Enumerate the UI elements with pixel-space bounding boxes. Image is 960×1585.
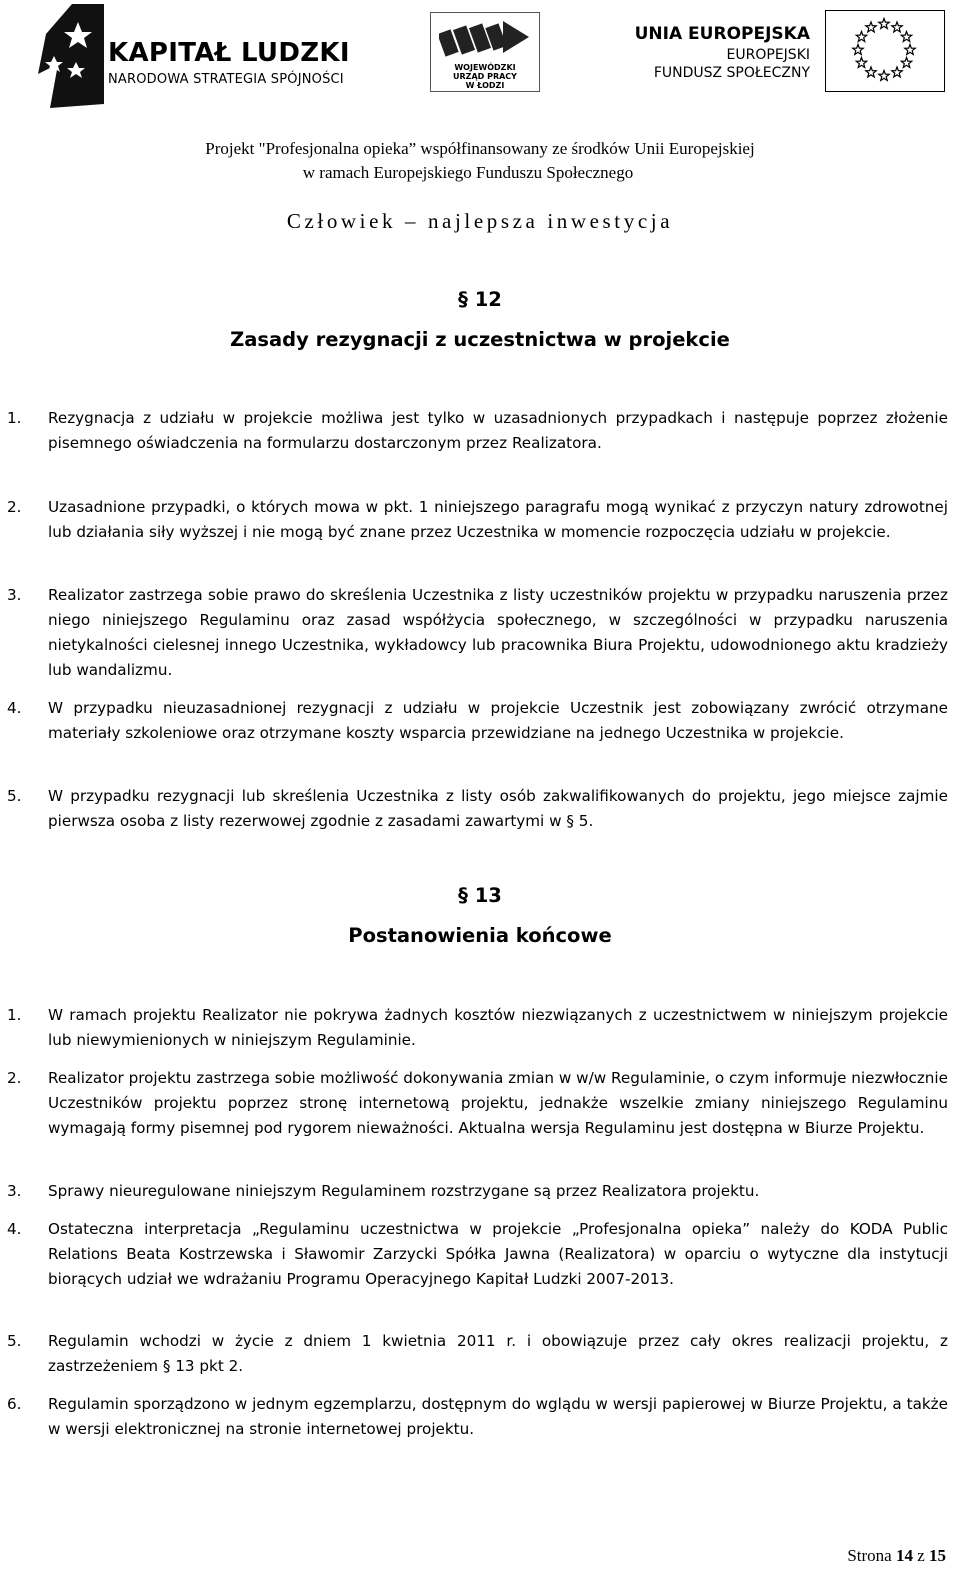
eu-star-icon	[866, 67, 876, 77]
section-12-title: Zasady rezygnacji z uczestnictwa w projekcie	[230, 328, 730, 351]
item-text: Sprawy nieuregulowane niniejszym Regulaminem rozstrzygane są przez Realizatora projektu.	[48, 1182, 760, 1200]
eu-star-icon	[879, 71, 889, 81]
footer-label: Strona	[847, 1546, 892, 1565]
page-footer	[847, 1546, 946, 1566]
eu-star-icon	[853, 45, 863, 55]
item-number: 6.	[7, 1395, 22, 1413]
item-text: Realizator zastrzega sobie prawo do skreślenia Uczestnika z listy uczestników projektu w przypadku naruszenia przez niego niniejszego Regulaminu oraz zasad współżycia społecznego, w szczególności w przypadku naruszenia nietykalności cielesnej innego Uczestnika, wykładowcy lub pracownika Biura Projektu, udowodnionego aktu kradzieży lub wandalizmu.	[48, 586, 948, 679]
section-13-item-1	[7, 1003, 948, 1053]
item-text: Ostateczna interpretacja „Regulaminu uczestnictwa w projekcie „Profesjonalna opieka” należy do KODA Public Relations Beata Kostrzewska i Sławomir Zarzycki Spółka Jawna (Realizatora) w oparciu o wytyczne dla instytucji biorących udział we wdrażaniu Programu Operacyjnego Kapitał Ludzki 2007-2013.	[48, 1220, 948, 1288]
eu-star-icon	[901, 58, 911, 68]
eu-star-icon	[892, 67, 902, 77]
eu-star-icon	[856, 32, 866, 42]
kapital-ludzki-title: KAPITAŁ LUDZKI	[108, 38, 350, 68]
footer-of: z	[917, 1546, 925, 1565]
eu-star-icon	[856, 58, 866, 68]
item-text: Realizator projektu zastrzega sobie możliwość dokonywania zmian w w/w Regulaminie, o czym informuje niezwłocznie Uczestników projektu poprzez stronę internetową projektu, jednakże wszelkie zmiany niniejszego Regulaminu wymagają formy pisemnej pod rygorem nieważności. Aktualna wersja Regulaminu jest dostępna w Biurze Projektu.	[48, 1069, 948, 1137]
eu-star-icon	[879, 19, 889, 29]
item-text: W ramach projektu Realizator nie pokrywa żadnych kosztów niezwiązanych z uczestnictwem w niniejszym projekcie lub niewymienionych w niniejszym Regulaminie.	[48, 1006, 948, 1049]
item-text: Regulamin wchodzi w życie z dniem 1 kwietnia 2011 r. i obowiązuje przez cały okres realizacji projektu, z zastrzeżeniem § 13 pkt 2.	[48, 1332, 948, 1375]
project-line-2: w ramach Europejskiego Funduszu Społecznego	[302, 163, 634, 182]
eu-star-icon	[905, 45, 915, 55]
wup-line3: W ŁODZI	[465, 81, 505, 90]
eu-star-icon	[901, 32, 911, 42]
section-12-number: § 12	[458, 288, 502, 311]
item-text: W przypadku rezygnacji lub skreślenia Uczestnika z listy osób zakwalifikowanych do projektu, jego miejsce zajmie pierwsza osoba z listy rezerwowej zgodnie z zasadami zawartymi w § 5.	[48, 787, 948, 830]
footer-page: 14	[895, 1546, 913, 1565]
section-13-number: § 13	[458, 884, 502, 907]
eu-star-icon	[892, 22, 902, 32]
kapital-ludzki-emblem-icon	[32, 4, 104, 108]
eu-flag	[825, 10, 945, 92]
section-12-item-4	[7, 696, 948, 746]
eu-star-icon	[866, 22, 876, 32]
section-12-item-1	[7, 406, 948, 456]
section-13-item-2	[7, 1066, 948, 1141]
motto: Człowiek – najlepsza inwestycja	[286, 209, 674, 233]
section-12-item-5	[7, 784, 948, 834]
section-13-item-4	[7, 1217, 948, 1292]
section-13-item-5	[7, 1329, 948, 1379]
item-text: Uzasadnione przypadki, o których mowa w pkt. 1 niniejszego paragrafu mogą wynikać z przyczyn natury zdrowotnej lub działania siły wyższej i nie mogą być znane przez Uczestnika w momencie rozpoczęcia udziału w projekcie.	[48, 498, 948, 541]
item-number: 2.	[7, 1069, 22, 1087]
eu-logo	[634, 10, 945, 94]
item-number: 5.	[7, 787, 22, 805]
item-number: 5.	[7, 1332, 22, 1350]
section-12-item-2	[7, 495, 948, 545]
item-number: 4.	[7, 1220, 22, 1238]
kapital-ludzki-subtitle: NARODOWA STRATEGIA SPÓJNOŚCI	[108, 72, 344, 87]
eu-line3: FUNDUSZ SPOŁECZNY	[653, 65, 810, 81]
eu-stars-icon	[826, 11, 943, 90]
item-text: Rezygnacja z udziału w projekcie możliwa jest tylko w uzasadnionych przypadkach i następuje poprzez złożenie pisemnego oświadczenia na formularzu dostarczonym przez Realizatora.	[48, 409, 948, 452]
item-number: 4.	[7, 699, 22, 717]
eu-line2: EUROPEJSKI	[726, 47, 810, 63]
item-number: 1.	[7, 409, 22, 427]
section-12-item-3	[7, 583, 948, 683]
item-number: 2.	[7, 498, 22, 516]
item-text: Regulamin sporządzono w jednym egzemplarzu, dostępnym do wglądu w wersji papierowej w Biurze Projektu, a także w wersji elektronicznej na stronie internetowej projektu.	[48, 1395, 948, 1438]
wup-line2: URZĄD PRACY	[453, 72, 517, 81]
wup-arrow-icon	[439, 17, 531, 63]
item-number: 3.	[7, 1182, 22, 1200]
item-number: 1.	[7, 1006, 22, 1024]
project-line-1: Projekt "Profesjonalna opieka” współfinansowany ze środków Unii Europejskiej	[205, 139, 755, 158]
eu-line1: UNIA EUROPEJSKA	[634, 24, 810, 44]
wup-lodz-logo	[430, 12, 540, 92]
kapital-ludzki-logo	[32, 4, 352, 108]
item-number: 3.	[7, 586, 22, 604]
section-13-title: Postanowienia końcowe	[348, 924, 612, 947]
wup-line1: WOJEWÓDZKI	[454, 63, 516, 72]
item-text: W przypadku nieuzasadnionej rezygnacji z udziału w projekcie Uczestnik jest zobowiązany zwrócić otrzymane materiały szkoleniowe oraz otrzymane koszty wsparcia przewidziane na jednego Uczestnika w projekcie.	[48, 699, 948, 742]
section-13-item-3	[7, 1179, 948, 1204]
section-13-item-6	[7, 1392, 948, 1442]
footer-total: 15	[929, 1546, 946, 1565]
